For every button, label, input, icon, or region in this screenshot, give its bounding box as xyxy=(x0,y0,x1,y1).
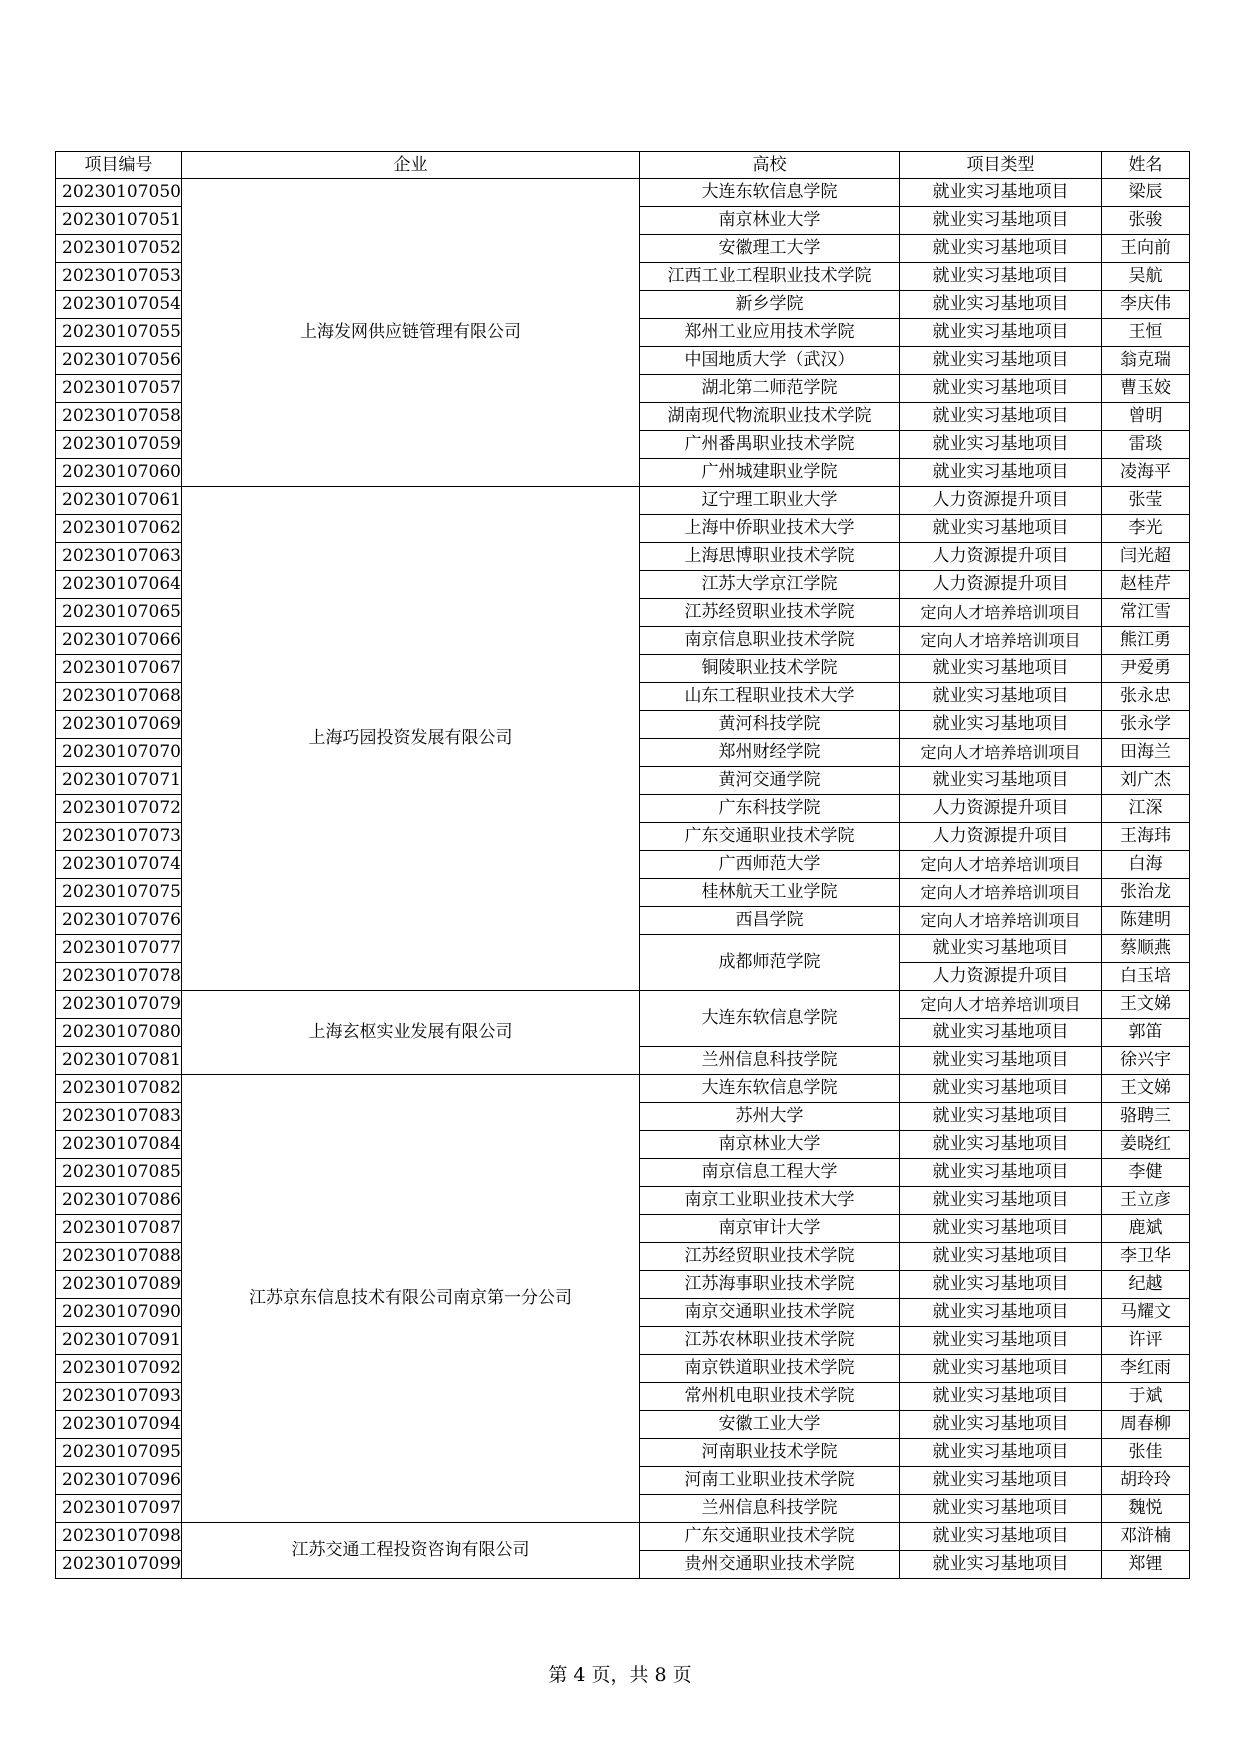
project-code-cell: 20230107077 xyxy=(56,935,182,963)
school-cell: 湖南现代物流职业技术学院 xyxy=(639,403,899,431)
project-type-cell: 就业实习基地项目 xyxy=(899,347,1101,375)
project-code-cell: 20230107098 xyxy=(56,1523,182,1551)
project-type-cell: 就业实习基地项目 xyxy=(899,263,1101,291)
project-code-cell: 20230107066 xyxy=(56,627,182,655)
project-code-cell: 20230107089 xyxy=(56,1271,182,1299)
company-cell: 江苏交通工程投资咨询有限公司 xyxy=(181,1523,639,1579)
project-code-cell: 20230107052 xyxy=(56,235,182,263)
school-cell: 大连东软信息学院 xyxy=(639,991,899,1047)
project-code-cell: 20230107088 xyxy=(56,1243,182,1271)
person-name-cell: 邓浒楠 xyxy=(1101,1523,1189,1551)
school-cell: 南京林业大学 xyxy=(639,207,899,235)
school-cell: 上海思博职业技术学院 xyxy=(639,543,899,571)
project-type-cell: 就业实习基地项目 xyxy=(899,1187,1101,1215)
person-name-cell: 刘广杰 xyxy=(1101,767,1189,795)
person-name-cell: 凌海平 xyxy=(1101,459,1189,487)
project-table xyxy=(55,151,1190,1579)
person-name-cell: 蔡顺燕 xyxy=(1101,935,1189,963)
project-type-cell: 就业实习基地项目 xyxy=(899,1271,1101,1299)
school-cell: 湖北第二师范学院 xyxy=(639,375,899,403)
school-cell: 河南工业职业技术学院 xyxy=(639,1467,899,1495)
school-cell: 南京铁道职业技术学院 xyxy=(639,1355,899,1383)
project-type-cell: 人力资源提升项目 xyxy=(899,543,1101,571)
person-name-cell: 李红雨 xyxy=(1101,1355,1189,1383)
project-type-cell: 就业实习基地项目 xyxy=(899,1159,1101,1187)
project-type-cell: 就业实习基地项目 xyxy=(899,1467,1101,1495)
project-type-cell: 就业实习基地项目 xyxy=(899,1523,1101,1551)
person-name-cell: 魏悦 xyxy=(1101,1495,1189,1523)
project-type-cell: 就业实习基地项目 xyxy=(899,1327,1101,1355)
project-code-cell: 20230107086 xyxy=(56,1187,182,1215)
project-code-cell: 20230107059 xyxy=(56,431,182,459)
person-name-cell: 张治龙 xyxy=(1101,879,1189,907)
project-type-cell: 就业实习基地项目 xyxy=(899,1439,1101,1467)
project-type-cell: 就业实习基地项目 xyxy=(899,207,1101,235)
project-type-cell: 就业实习基地项目 xyxy=(899,1383,1101,1411)
project-code-cell: 20230107081 xyxy=(56,1047,182,1075)
person-name-cell: 许评 xyxy=(1101,1327,1189,1355)
project-code-cell: 20230107056 xyxy=(56,347,182,375)
project-type-cell: 就业实习基地项目 xyxy=(899,1019,1101,1047)
project-code-cell: 20230107053 xyxy=(56,263,182,291)
project-type-cell: 就业实习基地项目 xyxy=(899,935,1101,963)
person-name-cell: 鹿斌 xyxy=(1101,1215,1189,1243)
person-name-cell: 江深 xyxy=(1101,795,1189,823)
person-name-cell: 闫光超 xyxy=(1101,543,1189,571)
school-cell: 大连东软信息学院 xyxy=(639,1075,899,1103)
project-code-cell: 20230107050 xyxy=(56,179,182,207)
project-type-cell: 就业实习基地项目 xyxy=(899,1551,1101,1579)
header-project-type: 项目类型 xyxy=(899,152,1101,179)
header-project-code: 项目编号 xyxy=(56,152,182,179)
person-name-cell: 李卫华 xyxy=(1101,1243,1189,1271)
school-cell: 郑州工业应用技术学院 xyxy=(639,319,899,347)
person-name-cell: 郑锂 xyxy=(1101,1551,1189,1579)
project-type-cell: 就业实习基地项目 xyxy=(899,1243,1101,1271)
school-cell: 江苏农林职业技术学院 xyxy=(639,1327,899,1355)
project-code-cell: 20230107075 xyxy=(56,879,182,907)
table-row xyxy=(56,179,1190,207)
person-name-cell: 张骏 xyxy=(1101,207,1189,235)
school-cell: 南京信息工程大学 xyxy=(639,1159,899,1187)
person-name-cell: 徐兴宇 xyxy=(1101,1047,1189,1075)
school-cell: 江西工业工程职业技术学院 xyxy=(639,263,899,291)
project-type-cell: 就业实习基地项目 xyxy=(899,1103,1101,1131)
project-code-cell: 20230107070 xyxy=(56,739,182,767)
project-code-cell: 20230107085 xyxy=(56,1159,182,1187)
project-code-cell: 20230107091 xyxy=(56,1327,182,1355)
school-cell: 南京信息职业技术学院 xyxy=(639,627,899,655)
school-cell: 南京林业大学 xyxy=(639,1131,899,1159)
school-cell: 成都师范学院 xyxy=(639,935,899,991)
table-row xyxy=(56,1075,1190,1103)
project-type-cell: 就业实习基地项目 xyxy=(899,1299,1101,1327)
school-cell: 江苏海事职业技术学院 xyxy=(639,1271,899,1299)
school-cell: 上海中侨职业技术大学 xyxy=(639,515,899,543)
school-cell: 广州番禺职业技术学院 xyxy=(639,431,899,459)
project-code-cell: 20230107060 xyxy=(56,459,182,487)
school-cell: 广西师范大学 xyxy=(639,851,899,879)
person-name-cell: 李光 xyxy=(1101,515,1189,543)
project-type-cell: 定向人才培养培训项目 xyxy=(899,879,1101,907)
school-cell: 安徽工业大学 xyxy=(639,1411,899,1439)
person-name-cell: 于斌 xyxy=(1101,1383,1189,1411)
company-cell: 上海巧园投资发展有限公司 xyxy=(181,487,639,991)
project-code-cell: 20230107051 xyxy=(56,207,182,235)
company-cell: 上海发网供应链管理有限公司 xyxy=(181,179,639,487)
project-code-cell: 20230107073 xyxy=(56,823,182,851)
project-code-cell: 20230107080 xyxy=(56,1019,182,1047)
school-cell: 郑州财经学院 xyxy=(639,739,899,767)
project-type-cell: 就业实习基地项目 xyxy=(899,459,1101,487)
school-cell: 南京交通职业技术学院 xyxy=(639,1299,899,1327)
project-code-cell: 20230107055 xyxy=(56,319,182,347)
project-type-cell: 定向人才培养培训项目 xyxy=(899,739,1101,767)
person-name-cell: 张莹 xyxy=(1101,487,1189,515)
project-type-cell: 人力资源提升项目 xyxy=(899,571,1101,599)
school-cell: 铜陵职业技术学院 xyxy=(639,655,899,683)
person-name-cell: 吴航 xyxy=(1101,263,1189,291)
school-cell: 广东交通职业技术学院 xyxy=(639,1523,899,1551)
project-type-cell: 就业实习基地项目 xyxy=(899,403,1101,431)
project-code-cell: 20230107092 xyxy=(56,1355,182,1383)
school-cell: 黄河科技学院 xyxy=(639,711,899,739)
person-name-cell: 熊江勇 xyxy=(1101,627,1189,655)
project-code-cell: 20230107096 xyxy=(56,1467,182,1495)
project-type-cell: 定向人才培养培训项目 xyxy=(899,907,1101,935)
school-cell: 辽宁理工职业大学 xyxy=(639,487,899,515)
person-name-cell: 张佳 xyxy=(1101,1439,1189,1467)
person-name-cell: 翁克瑞 xyxy=(1101,347,1189,375)
project-code-cell: 20230107097 xyxy=(56,1495,182,1523)
project-type-cell: 就业实习基地项目 xyxy=(899,319,1101,347)
project-code-cell: 20230107063 xyxy=(56,543,182,571)
header-school: 高校 xyxy=(639,152,899,179)
project-type-cell: 就业实习基地项目 xyxy=(899,1131,1101,1159)
project-code-cell: 20230107067 xyxy=(56,655,182,683)
project-code-cell: 20230107094 xyxy=(56,1411,182,1439)
project-code-cell: 20230107079 xyxy=(56,991,182,1019)
school-cell: 江苏经贸职业技术学院 xyxy=(639,1243,899,1271)
school-cell: 兰州信息科技学院 xyxy=(639,1495,899,1523)
person-name-cell: 赵桂芹 xyxy=(1101,571,1189,599)
project-code-cell: 20230107076 xyxy=(56,907,182,935)
project-type-cell: 定向人才培养培训项目 xyxy=(899,991,1101,1019)
person-name-cell: 陈建明 xyxy=(1101,907,1189,935)
project-type-cell: 就业实习基地项目 xyxy=(899,291,1101,319)
project-code-cell: 20230107074 xyxy=(56,851,182,879)
project-code-cell: 20230107061 xyxy=(56,487,182,515)
project-type-cell: 人力资源提升项目 xyxy=(899,823,1101,851)
table-row xyxy=(56,1523,1190,1551)
table-row xyxy=(56,991,1190,1019)
project-code-cell: 20230107068 xyxy=(56,683,182,711)
project-code-cell: 20230107087 xyxy=(56,1215,182,1243)
person-name-cell: 梁辰 xyxy=(1101,179,1189,207)
person-name-cell: 雷琰 xyxy=(1101,431,1189,459)
project-type-cell: 就业实习基地项目 xyxy=(899,375,1101,403)
school-cell: 安徽理工大学 xyxy=(639,235,899,263)
project-code-cell: 20230107090 xyxy=(56,1299,182,1327)
project-code-cell: 20230107099 xyxy=(56,1551,182,1579)
person-name-cell: 王文娣 xyxy=(1101,1075,1189,1103)
project-code-cell: 20230107057 xyxy=(56,375,182,403)
table-row xyxy=(56,487,1190,515)
school-cell: 贵州交通职业技术学院 xyxy=(639,1551,899,1579)
person-name-cell: 王海玮 xyxy=(1101,823,1189,851)
project-type-cell: 就业实习基地项目 xyxy=(899,711,1101,739)
school-cell: 广东科技学院 xyxy=(639,795,899,823)
project-code-cell: 20230107065 xyxy=(56,599,182,627)
person-name-cell: 白玉培 xyxy=(1101,963,1189,991)
project-type-cell: 就业实习基地项目 xyxy=(899,1075,1101,1103)
project-type-cell: 人力资源提升项目 xyxy=(899,795,1101,823)
school-cell: 苏州大学 xyxy=(639,1103,899,1131)
project-code-cell: 20230107072 xyxy=(56,795,182,823)
project-code-cell: 20230107082 xyxy=(56,1075,182,1103)
school-cell: 大连东软信息学院 xyxy=(639,179,899,207)
school-cell: 新乡学院 xyxy=(639,291,899,319)
project-type-cell: 就业实习基地项目 xyxy=(899,767,1101,795)
project-type-cell: 就业实习基地项目 xyxy=(899,1411,1101,1439)
person-name-cell: 王立彦 xyxy=(1101,1187,1189,1215)
school-cell: 南京审计大学 xyxy=(639,1215,899,1243)
person-name-cell: 纪越 xyxy=(1101,1271,1189,1299)
project-type-cell: 就业实习基地项目 xyxy=(899,1215,1101,1243)
table-body xyxy=(56,179,1190,1579)
header-company: 企业 xyxy=(181,152,639,179)
person-name-cell: 王文娣 xyxy=(1101,991,1189,1019)
page-footer: 第 4 页，共 8 页 xyxy=(548,1664,692,1686)
project-code-cell: 20230107071 xyxy=(56,767,182,795)
school-cell: 江苏大学京江学院 xyxy=(639,571,899,599)
project-code-cell: 20230107064 xyxy=(56,571,182,599)
project-type-cell: 就业实习基地项目 xyxy=(899,1495,1101,1523)
project-code-cell: 20230107054 xyxy=(56,291,182,319)
person-name-cell: 尹爱勇 xyxy=(1101,655,1189,683)
project-type-cell: 就业实习基地项目 xyxy=(899,1355,1101,1383)
school-cell: 山东工程职业技术大学 xyxy=(639,683,899,711)
project-code-cell: 20230107062 xyxy=(56,515,182,543)
person-name-cell: 王恒 xyxy=(1101,319,1189,347)
person-name-cell: 曹玉姣 xyxy=(1101,375,1189,403)
person-name-cell: 胡玲玲 xyxy=(1101,1467,1189,1495)
project-code-cell: 20230107069 xyxy=(56,711,182,739)
school-cell: 广东交通职业技术学院 xyxy=(639,823,899,851)
person-name-cell: 常江雪 xyxy=(1101,599,1189,627)
person-name-cell: 李健 xyxy=(1101,1159,1189,1187)
header-person-name: 姓名 xyxy=(1101,152,1189,179)
project-code-cell: 20230107078 xyxy=(56,963,182,991)
person-name-cell: 马耀文 xyxy=(1101,1299,1189,1327)
person-name-cell: 姜晓红 xyxy=(1101,1131,1189,1159)
company-cell: 江苏京东信息技术有限公司南京第一分公司 xyxy=(181,1075,639,1523)
project-code-cell: 20230107084 xyxy=(56,1131,182,1159)
project-code-cell: 20230107083 xyxy=(56,1103,182,1131)
project-type-cell: 就业实习基地项目 xyxy=(899,179,1101,207)
project-type-cell: 定向人才培养培训项目 xyxy=(899,627,1101,655)
project-type-cell: 定向人才培养培训项目 xyxy=(899,599,1101,627)
project-type-cell: 就业实习基地项目 xyxy=(899,431,1101,459)
school-cell: 广州城建职业学院 xyxy=(639,459,899,487)
project-type-cell: 就业实习基地项目 xyxy=(899,655,1101,683)
school-cell: 常州机电职业技术学院 xyxy=(639,1383,899,1411)
project-type-cell: 人力资源提升项目 xyxy=(899,487,1101,515)
project-code-cell: 20230107093 xyxy=(56,1383,182,1411)
person-name-cell: 张永忠 xyxy=(1101,683,1189,711)
school-cell: 中国地质大学（武汉） xyxy=(639,347,899,375)
project-type-cell: 就业实习基地项目 xyxy=(899,235,1101,263)
person-name-cell: 曾明 xyxy=(1101,403,1189,431)
person-name-cell: 李庆伟 xyxy=(1101,291,1189,319)
school-cell: 黄河交通学院 xyxy=(639,767,899,795)
project-code-cell: 20230107058 xyxy=(56,403,182,431)
header-row xyxy=(56,152,1190,179)
person-name-cell: 郭笛 xyxy=(1101,1019,1189,1047)
person-name-cell: 周春柳 xyxy=(1101,1411,1189,1439)
person-name-cell: 骆聘三 xyxy=(1101,1103,1189,1131)
project-type-cell: 就业实习基地项目 xyxy=(899,683,1101,711)
school-cell: 兰州信息科技学院 xyxy=(639,1047,899,1075)
school-cell: 西昌学院 xyxy=(639,907,899,935)
person-name-cell: 张永学 xyxy=(1101,711,1189,739)
project-type-cell: 人力资源提升项目 xyxy=(899,963,1101,991)
person-name-cell: 白海 xyxy=(1101,851,1189,879)
project-type-cell: 就业实习基地项目 xyxy=(899,1047,1101,1075)
school-cell: 河南职业技术学院 xyxy=(639,1439,899,1467)
person-name-cell: 王向前 xyxy=(1101,235,1189,263)
person-name-cell: 田海兰 xyxy=(1101,739,1189,767)
school-cell: 桂林航天工业学院 xyxy=(639,879,899,907)
school-cell: 南京工业职业技术大学 xyxy=(639,1187,899,1215)
company-cell: 上海玄枢实业发展有限公司 xyxy=(181,991,639,1075)
project-code-cell: 20230107095 xyxy=(56,1439,182,1467)
project-type-cell: 就业实习基地项目 xyxy=(899,515,1101,543)
school-cell: 江苏经贸职业技术学院 xyxy=(639,599,899,627)
project-type-cell: 定向人才培养培训项目 xyxy=(899,851,1101,879)
